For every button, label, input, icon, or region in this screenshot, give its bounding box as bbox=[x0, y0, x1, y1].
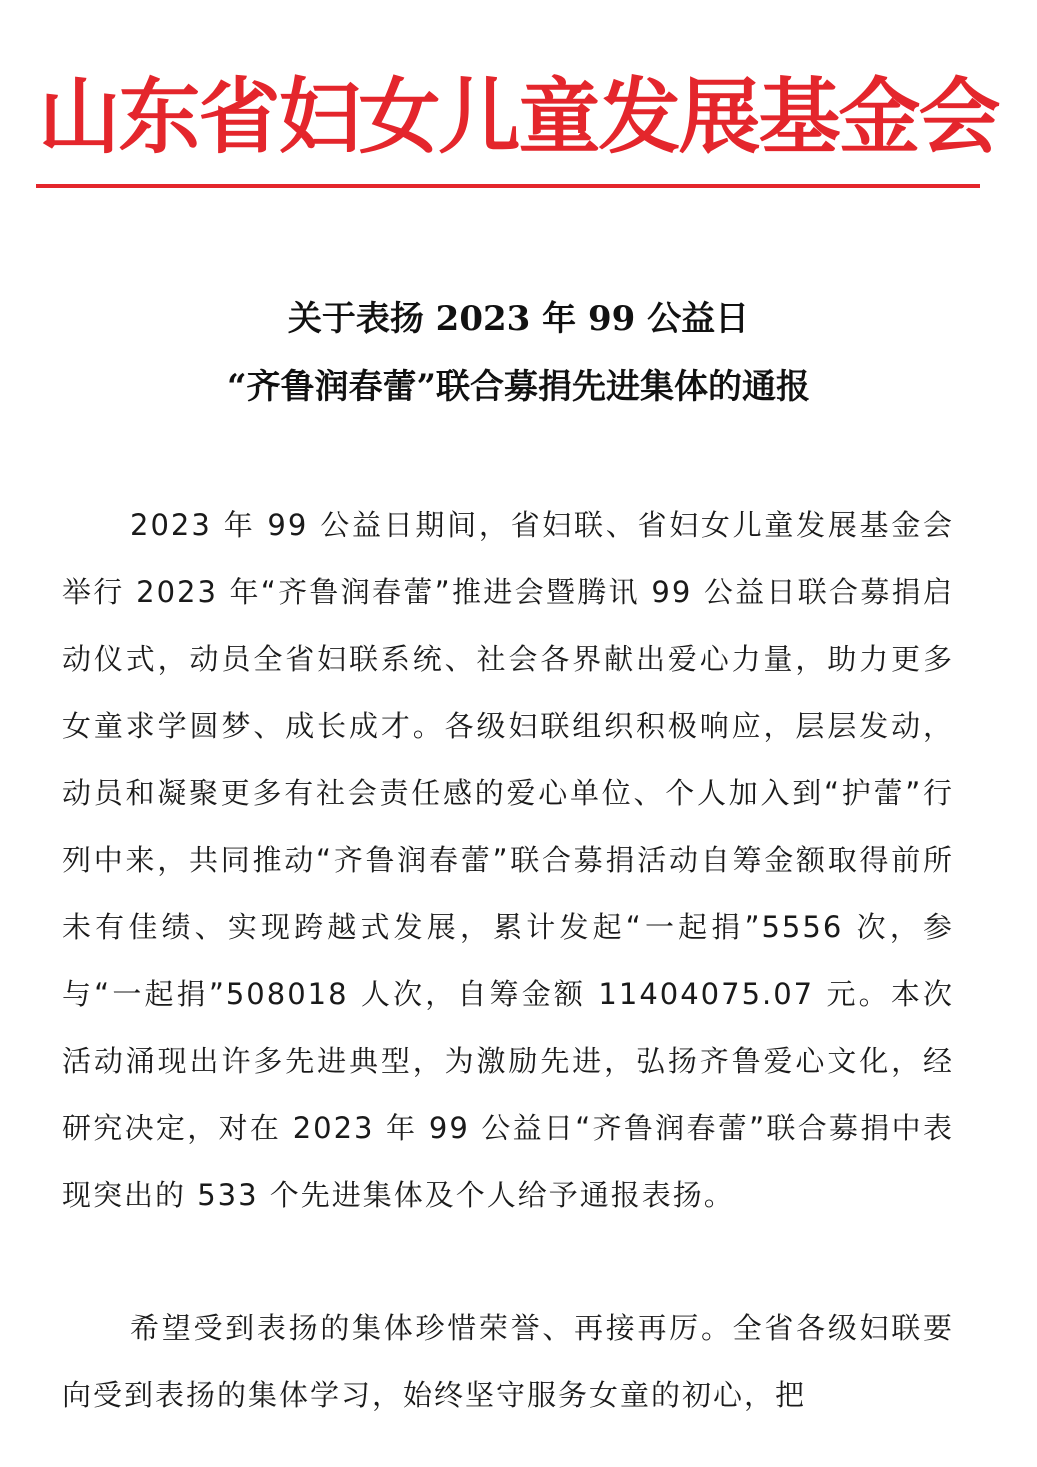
body-paragraph-1: 2023 年 99 公益日期间，省妇联、省妇女儿童发展基金会举行 2023 年“齐鲁润春蕾”推进会暨腾讯 99 公益日联合募捐启动仪式，动员全省妇联系统、社会各界献出爱心力量，助力更多女童求学圆梦、成长成才。各级妇联组织积极响应，层层发动，动员和凝聚更多有社会责任感的爱心单位、个人加入到“护蕾”行列中来，共同推动“齐鲁润春蕾”联合募捐活动自筹金额取得前所未有佳绩、实现跨越式发展，累计发起“一起捐”5556 次，参与“一起捐”508018 人次，自筹金额 11404075.07 元。本次活动涌现出许多先进典型，为激励先进，弘扬齐鲁爱心文化，经研究决定，对在 2023 年 99 公益日“齐鲁润春蕾”联合募捐中表现突出的 533 个先进集体及个人给予通报表扬。 bbox=[62, 508, 954, 1212]
letterhead-red-rule bbox=[36, 184, 980, 188]
body-paragraph-2: 希望受到表扬的集体珍惜荣誉、再接再厉。全省各级妇联要向受到表扬的集体学习，始终坚守服务女童的初心，把 bbox=[62, 1311, 954, 1412]
organization-letterhead: 山东省妇女儿童发展基金会 bbox=[38, 69, 999, 165]
document-title-line-1: 关于表扬 2023 年 99 公益日 bbox=[287, 299, 750, 339]
document-title-line-2: “齐鲁润春蕾”联合募捐先进集体的通报 bbox=[226, 367, 811, 407]
